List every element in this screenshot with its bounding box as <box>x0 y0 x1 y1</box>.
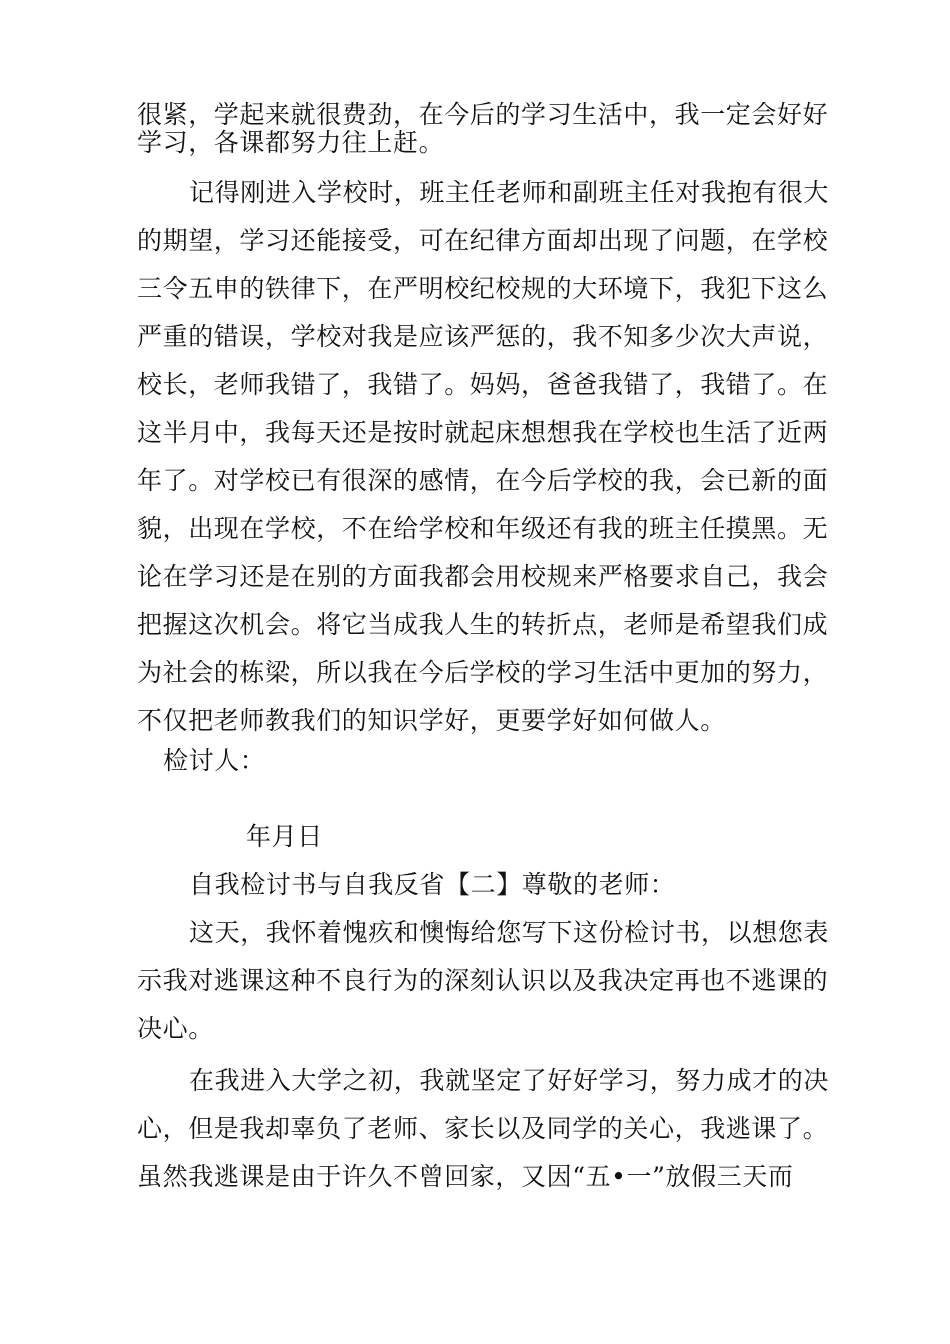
text-line: 不仅把老师教我们的知识学好，更要学好如何做人。 <box>137 706 726 735</box>
text-line: 很紧，学起来就很费劲，在今后的学习生活中，我一定会好好 <box>137 100 829 129</box>
text-line: 为社会的栋梁，所以我在今后学校的学习生活中更加的努力， <box>137 658 829 687</box>
text-line: 这半月中，我每天还是按时就起床想想我在学校也生活了近两 <box>137 418 829 447</box>
text-line: 学习，各课都努力往上赶。 <box>137 128 445 157</box>
text-line: 论在学习还是在别的方面我都会用校规来严格要求自己，我会 <box>137 562 829 591</box>
signature-label: 检讨人： <box>163 746 266 775</box>
text-line: 决心。 <box>137 1014 214 1043</box>
text-line: 把握这次机会。将它当成我人生的转折点，老师是希望我们成 <box>137 610 829 639</box>
paragraph-start-line: 记得刚进入学校时，班主任老师和副班主任对我抱有很大 <box>189 178 830 207</box>
text-line: 的期望，学习还能接受，可在纪律方面却出现了问题，在学校 <box>137 226 829 255</box>
text-line: 虽然我逃课是由于许久不曾回家，又因“五•一”放假三天而 <box>137 1162 794 1191</box>
text-line: 心，但是我却辜负了老师、家长以及同学的关心，我逃课了。 <box>137 1114 829 1143</box>
text-line: 示我对逃课这种不良行为的深刻认识以及我决定再也不逃课的 <box>137 966 829 995</box>
text-line: 年了。对学校已有很深的感情，在今后学校的我，会已新的面 <box>137 466 829 495</box>
paragraph-start-line: 这天，我怀着愧疚和懊悔给您写下这份检讨书，以想您表 <box>189 918 830 947</box>
section-heading: 自我检讨书与自我反省【二】尊敬的老师： <box>189 870 676 899</box>
text-line: 貌，出现在学校，不在给学校和年级还有我的班主任摸黑。无 <box>137 514 829 543</box>
text-line: 校长，老师我错了，我错了。妈妈，爸爸我错了，我错了。在 <box>137 370 829 399</box>
paragraph-start-line: 在我进入大学之初，我就坚定了好好学习，努力成才的决 <box>189 1066 830 1095</box>
text-line: 严重的错误，学校对我是应该严惩的，我不知多少次大声说， <box>137 322 829 351</box>
text-line: 三令五申的铁律下，在严明校纪校规的大环境下，我犯下这么 <box>137 274 829 303</box>
date-line: 年月日 <box>246 822 323 851</box>
